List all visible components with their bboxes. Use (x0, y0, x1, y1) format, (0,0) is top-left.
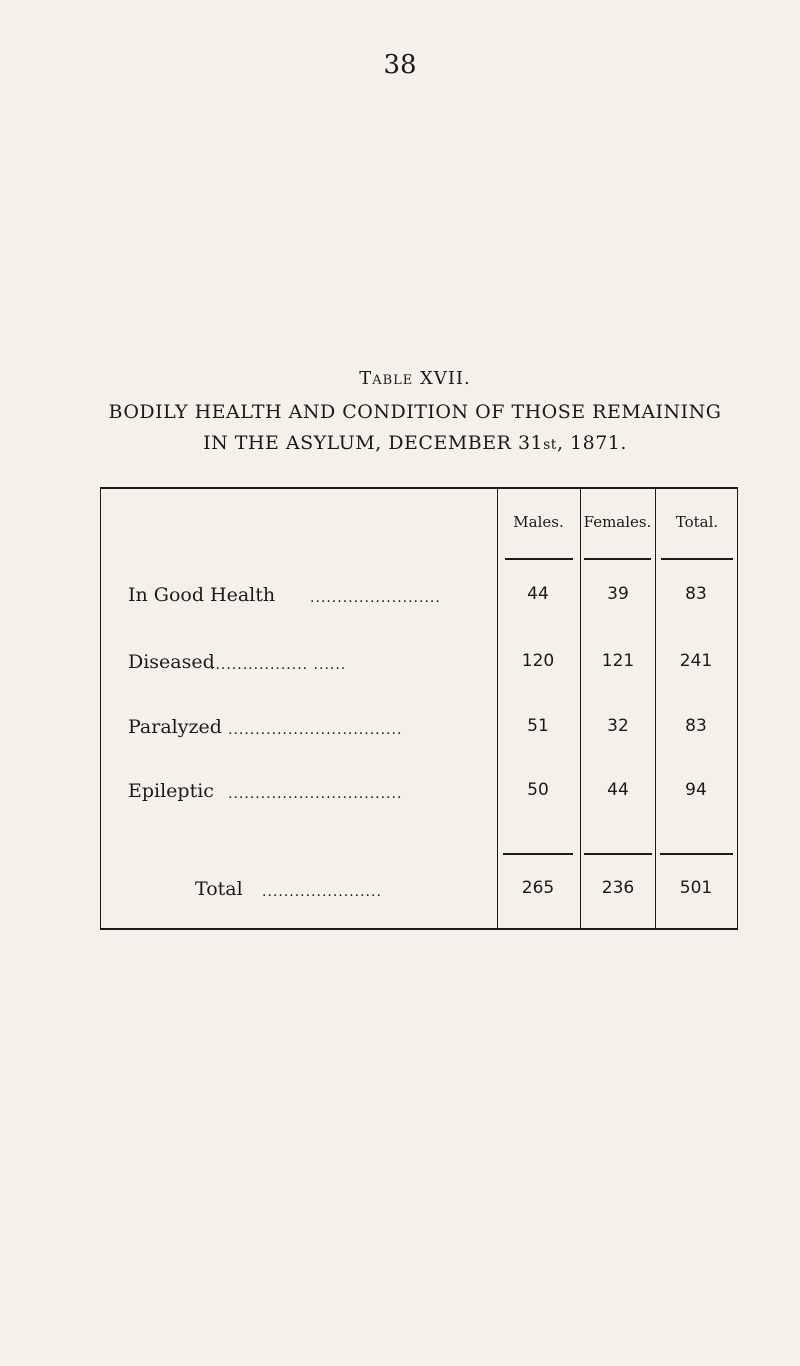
row-leader-diseased: .................. ...... (210, 657, 347, 673)
health-table-rows-lower (100, 487, 737, 887)
row-label-epileptic: Epileptic (128, 780, 214, 802)
cell-total-females: 236 (601, 878, 635, 898)
cell-diseased-females: 121 (601, 651, 635, 671)
row-leader-total: ...................... (262, 884, 382, 900)
row-label-paralyzed: Paralyzed (128, 716, 222, 738)
cell-epileptic-females: 44 (607, 780, 629, 800)
table-label (0, 368, 800, 389)
caption-line-2-year: , 1871. (556, 432, 627, 454)
cell-good-health-females: 39 (607, 584, 629, 604)
column-header-females: Females. (583, 513, 652, 531)
table-label-text: Table XVII. (359, 368, 471, 389)
cell-paralyzed-total: 83 (685, 716, 707, 736)
caption-line-2 (0, 428, 800, 461)
total-left-border (655, 487, 656, 930)
cell-paralyzed-females: 32 (607, 716, 629, 736)
total-total-rule (660, 853, 733, 855)
caption-line-2-suffix: st (543, 437, 557, 453)
females-left-border (580, 487, 581, 930)
cell-total-total: 501 (679, 878, 713, 898)
caption-line-1: BODILY HEALTH AND CONDITION OF THOSE REMAINING (108, 401, 722, 423)
table-bottom-border (100, 928, 737, 930)
males-total-rule (503, 853, 573, 855)
cell-diseased-total: 241 (679, 651, 713, 671)
cell-epileptic-males: 50 (527, 780, 549, 800)
row-label-diseased: Diseased (128, 651, 215, 673)
cell-good-health-total: 83 (685, 584, 707, 604)
females-total-rule (584, 853, 652, 855)
cell-paralyzed-males: 51 (527, 716, 549, 736)
cell-total-males: 265 (521, 878, 555, 898)
table-left-border (100, 487, 101, 930)
page-number: 38 (383, 50, 417, 80)
row-label-total: Total (195, 878, 243, 900)
caption-line-2-main: IN THE ASYLUM, DECEMBER 31 (203, 432, 544, 454)
column-header-total: Total. (675, 513, 719, 531)
cell-epileptic-total: 94 (685, 780, 707, 800)
table-caption (0, 397, 800, 461)
row-leader-paralyzed: ................................ (228, 722, 403, 738)
column-header-males: Males. (513, 513, 564, 531)
cell-good-health-males: 44 (527, 584, 549, 604)
table-top-border (100, 487, 737, 489)
table-right-border (737, 487, 738, 930)
cell-diseased-males: 120 (521, 651, 555, 671)
row-label-good-health: In Good Health (128, 584, 276, 606)
males-left-border (497, 487, 498, 930)
row-leader-epileptic: ................................ (228, 786, 403, 802)
row-leader-good-health: ........................ (310, 590, 441, 606)
